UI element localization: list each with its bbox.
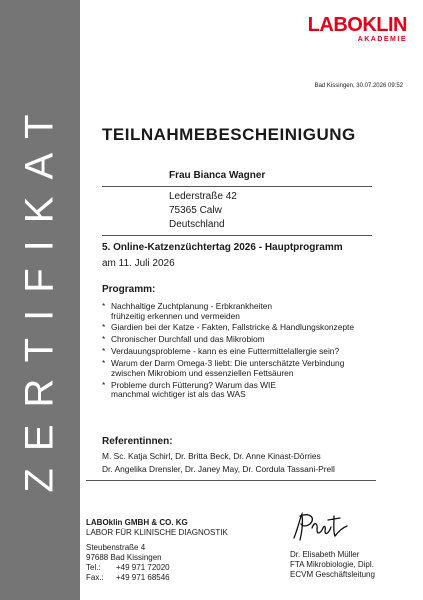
place-date: Bad Kissingen, 30.07.2026 09:52 (314, 83, 403, 89)
signer-title: FTA Mikrobiologie, Dipl. (290, 560, 374, 569)
program-item: * Chronischer Durchfall und das Mikrobiom (102, 334, 265, 345)
speakers-heading: Referentinnen: (102, 436, 173, 447)
divider (102, 186, 372, 187)
bullet-mark: * (102, 346, 106, 357)
laboklin-logo (308, 15, 407, 43)
address-city: 75365 Calw (169, 205, 222, 216)
company-block (86, 518, 228, 538)
address-country: Deutschland (169, 219, 225, 230)
recipient-address (169, 190, 237, 232)
bullet-mark: * (102, 301, 106, 311)
phone-label: Tel.: (86, 563, 101, 572)
program-item: * Nachhaltige Zuchtplanung - Erbkrankheiten frühzeitig erkennen und vermeiden (102, 301, 273, 321)
sidebar-band (0, 0, 80, 600)
speakers-line: Dr. Angelika Drensler, Dr. Janey May, Dr. Cordula Tassani-Prell (102, 464, 335, 474)
bullet-mark: * (102, 379, 106, 390)
logo-sub-text: AKADEMIE (357, 36, 407, 43)
divider (86, 480, 376, 481)
program-list (102, 302, 402, 402)
signer-role: ECVM Geschäftsleitung (290, 570, 375, 579)
company-street: Steubenstraße 4 (86, 543, 146, 552)
bullet-mark: * (102, 358, 106, 369)
company-subtitle: LABOR FÜR KLINISCHE DIAGNOSTIK (86, 528, 228, 537)
contact-block (86, 543, 170, 583)
phone-number: +49 971 72020 (116, 563, 170, 572)
program-item: * Giardien bei der Katze - Fakten, Fallstricke & Handlungskonzepte (102, 322, 354, 333)
certificate-title: TEILNAHMEBESCHEINIGUNG (102, 125, 356, 144)
divider (102, 235, 372, 236)
company-phone (86, 563, 170, 573)
event-date: am 11. Juli 2026 (102, 258, 175, 269)
logo-main-text: LABOKLIN (307, 14, 407, 36)
recipient-name: Frau Bianca Wagner (169, 170, 266, 181)
fax-number: +49 971 68546 (116, 573, 170, 582)
address-street: Lederstraße 42 (169, 191, 237, 202)
speakers-list (102, 450, 335, 476)
program-heading: Programm: (102, 284, 156, 295)
event-name: 5. Online-Katzenzüchtertag 2026 - Hauptprogramm (102, 242, 343, 253)
fax-label: Fax.: (86, 573, 104, 582)
program-item: * Verdauungsprobleme - kann es eine Futtermittelallergie sein? (102, 346, 340, 357)
signer-block (290, 550, 375, 580)
signer-name: Dr. Elisabeth Müller (290, 550, 360, 559)
program-item: * Warum der Darm Omega-3 liebt: Die unterschätzte Verbindung zwischen Mikrobiom und essenziellen Fettsäuren (102, 358, 345, 378)
speakers-line: M. Sc. Katja Schirl, Dr. Britta Beck, Dr. Anne Kinast-Dörries (102, 451, 321, 461)
company-name: LABOklin GMBH & CO. KG (86, 518, 188, 527)
program-item: * Probleme durch Fütterung? Warum das WIE manchmal wichtiger ist als das WAS (102, 379, 276, 400)
bullet-mark: * (102, 322, 106, 333)
company-fax (86, 573, 170, 583)
bullet-mark: * (102, 334, 106, 345)
company-city: 97688 Bad Kissingen (86, 553, 162, 562)
signature-image (290, 508, 352, 544)
certificate-word: ZERTIFIKAT (17, 97, 62, 493)
